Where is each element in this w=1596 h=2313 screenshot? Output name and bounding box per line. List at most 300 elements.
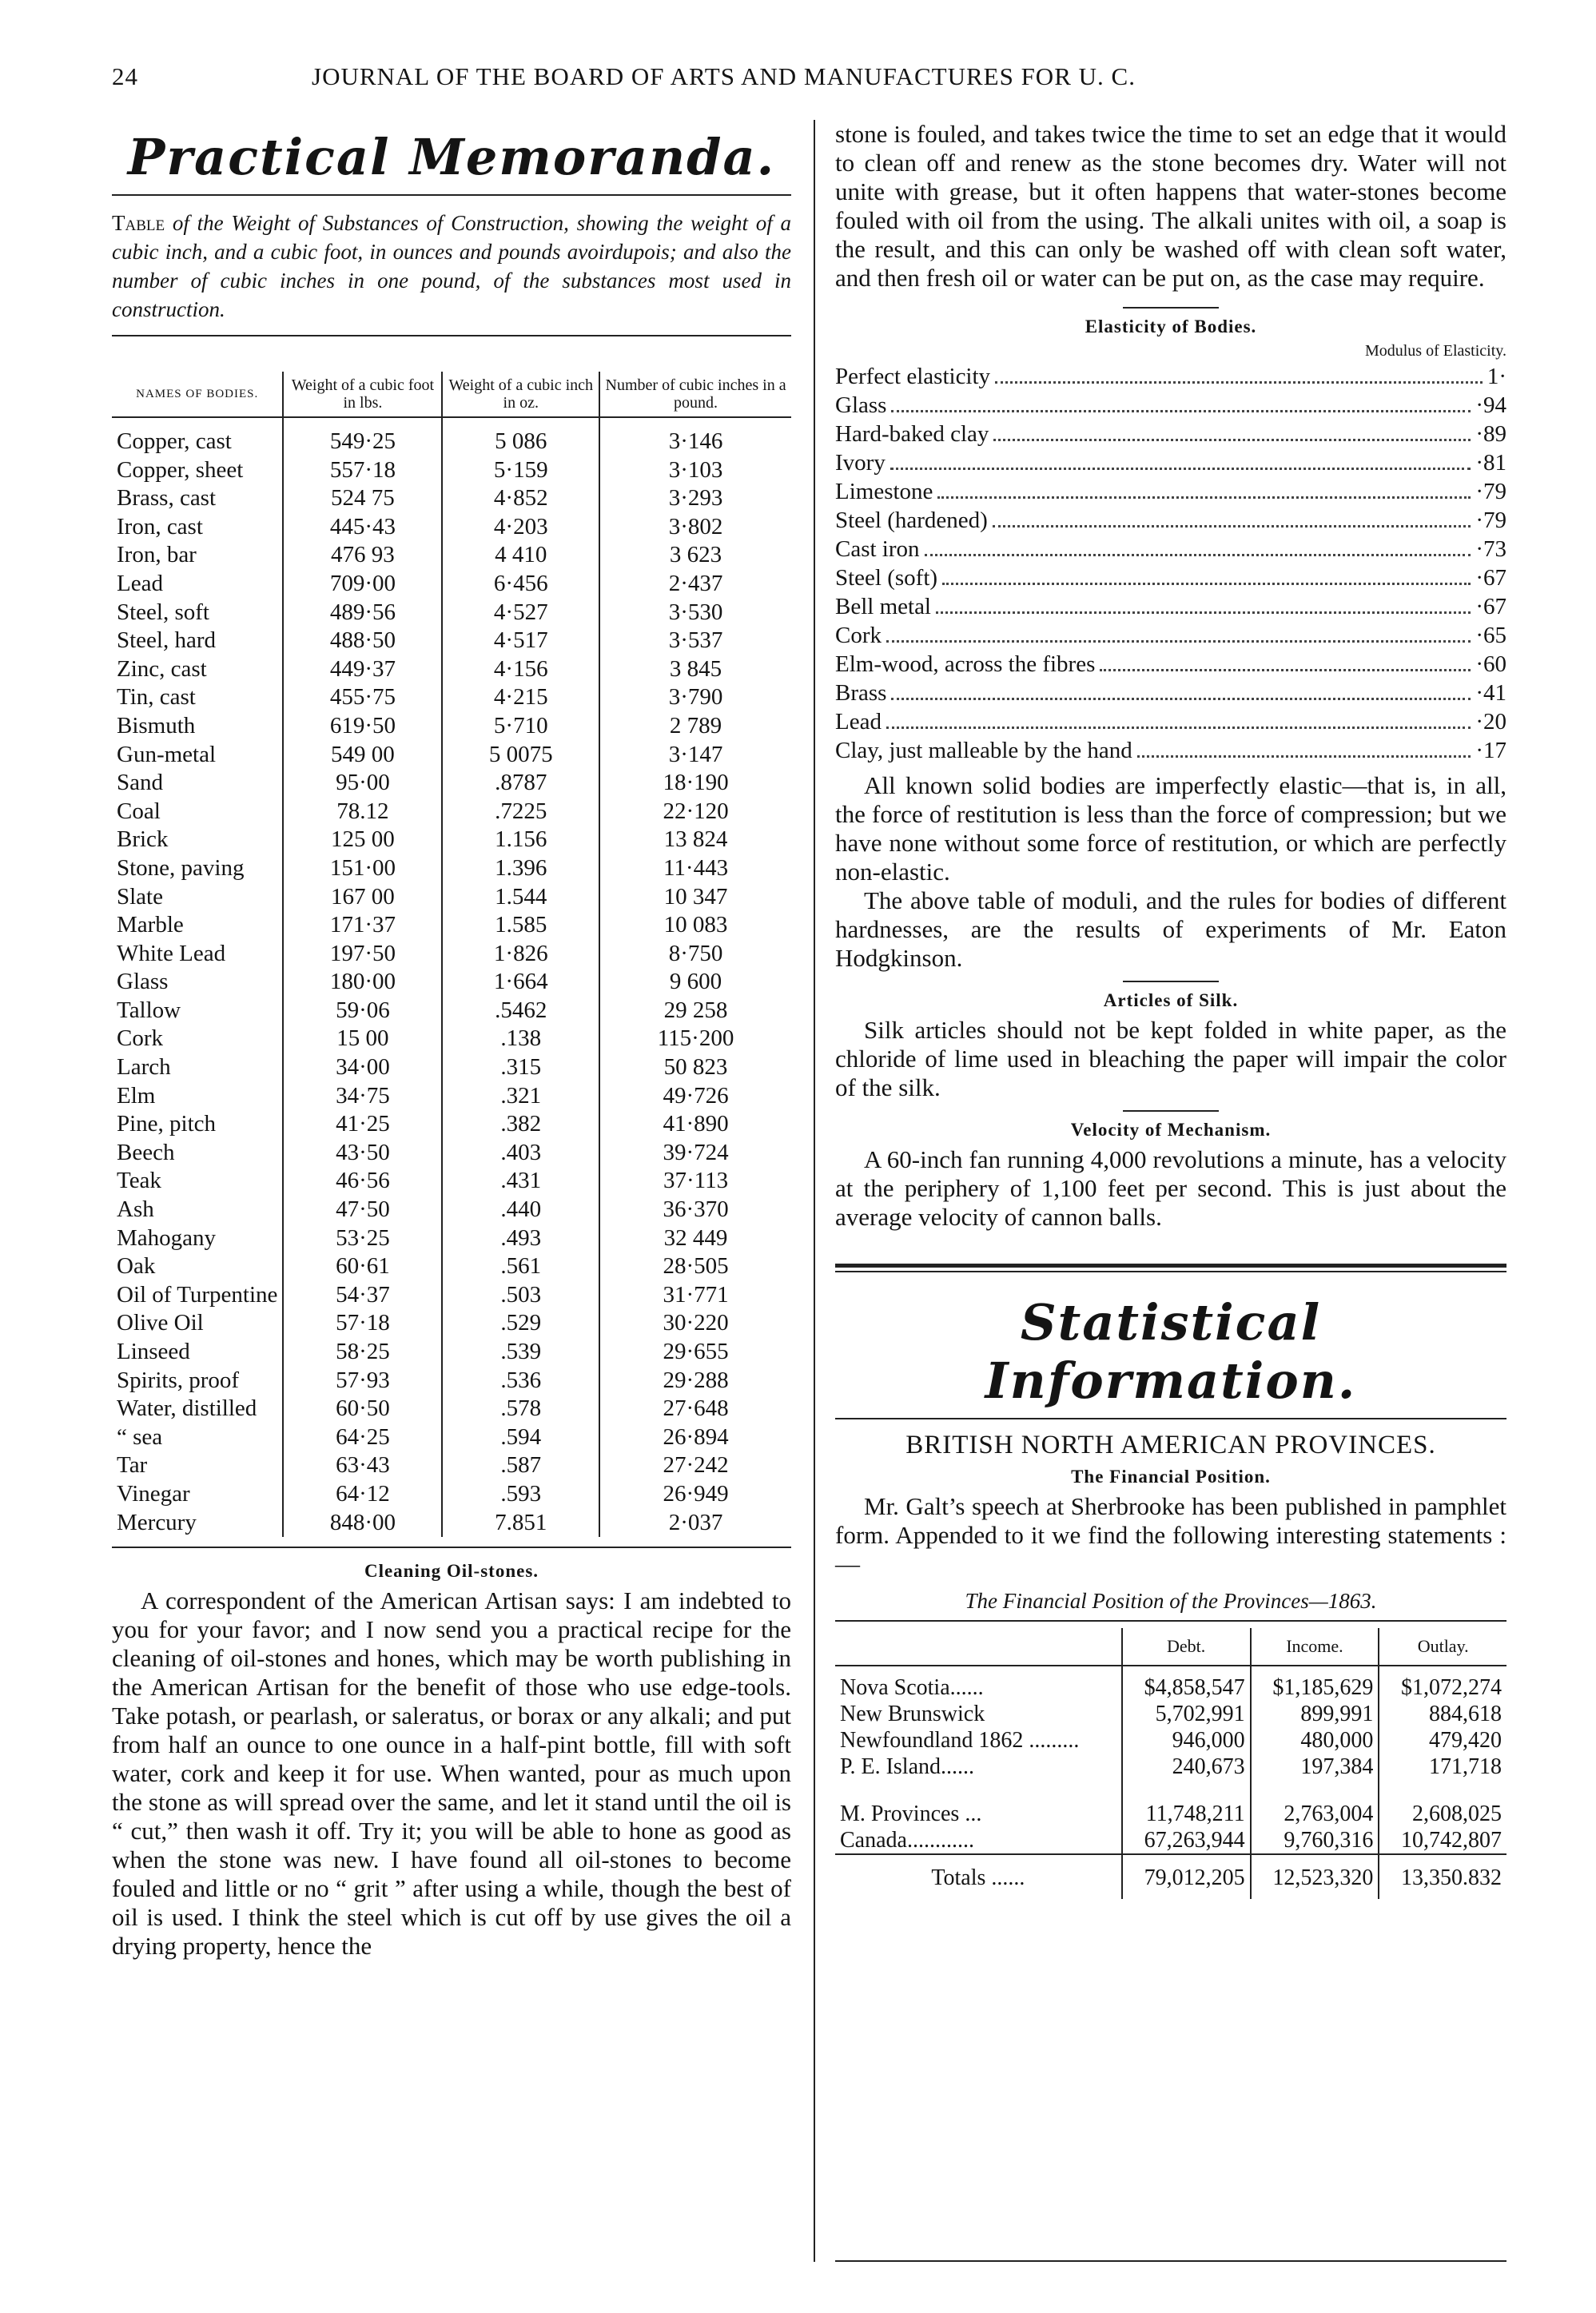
elasticity-body-name: Bell metal: [835, 594, 931, 619]
weight-value-cell: .321: [442, 1082, 599, 1111]
body-name-cell: Tar: [117, 1452, 148, 1479]
statistical-title-rule: [835, 1418, 1506, 1419]
body-name-cell: Stone, paving: [117, 854, 245, 881]
financial-table-bottom-rule: [835, 2260, 1506, 2262]
weight-value-cell: 39·724: [599, 1139, 791, 1168]
amount-cell: $4,858,547: [1122, 1666, 1251, 1701]
body-name-cell: “ sea: [117, 1423, 163, 1450]
financial-position-heading: The Financial Position.: [1071, 1467, 1271, 1487]
elasticity-modulus: ·79: [1475, 479, 1506, 504]
weight-value-cell: 64·12: [283, 1480, 442, 1509]
divider-short: [1123, 307, 1219, 309]
weight-value-cell: 848·00: [283, 1509, 442, 1538]
weight-value-cell: 4·527: [442, 599, 599, 627]
weight-value-cell: 59·06: [283, 997, 442, 1025]
cleaning-heading: Cleaning Oil-stones.: [364, 1561, 539, 1582]
weight-value-cell: 34·00: [283, 1053, 442, 1082]
spacer-cell: [1122, 1780, 1251, 1801]
weight-value-cell: 95·00: [283, 769, 442, 798]
weight-value-cell: 28·505: [599, 1252, 791, 1281]
elasticity-body-name: Ivory: [835, 450, 886, 476]
weight-value-cell: 78.12: [283, 798, 442, 826]
weight-table-row: [112, 1423, 791, 1452]
weight-table-row: [112, 1367, 791, 1395]
elasticity-modulus: ·60: [1475, 651, 1506, 677]
amount-cell: 946,000: [1122, 1727, 1251, 1754]
elasticity-body-name: Steel (hardened): [835, 508, 988, 533]
velocity-paragraph: A 60-inch fan running 4,000 revolutions a minute, has a velocity at the periphery of 1,100 feet per second. This is just about the average velocity of cannon balls.: [835, 1145, 1506, 1231]
weight-value-cell: .315: [442, 1053, 599, 1082]
financial-table-caption: The Financial Position of the Provinces—1863.: [965, 1589, 1377, 1613]
amount-cell: 67,263,944: [1122, 1827, 1251, 1854]
weight-value-cell: 171·37: [283, 911, 442, 940]
weight-table-row: [112, 1395, 791, 1423]
weight-value-cell: .578: [442, 1395, 599, 1423]
weight-value-cell: 115·200: [599, 1025, 791, 1053]
weight-value-cell: 37·113: [599, 1167, 791, 1196]
weight-value-cell: 60·61: [283, 1252, 442, 1281]
elasticity-modulus: 1·: [1487, 364, 1506, 389]
weight-value-cell: 32 449: [599, 1224, 791, 1253]
elasticity-item: [835, 391, 1506, 420]
weight-value-cell: 3·802: [599, 513, 791, 542]
weight-table-row: [112, 769, 791, 798]
weight-table-row: [112, 1196, 791, 1224]
weight-value-cell: .587: [442, 1451, 599, 1480]
amount-cell: 479,420: [1379, 1727, 1506, 1754]
elasticity-para-1: All known solid bodies are imperfectly elastic—that is, in all, the force of restitution is less than the force of compression; but we have none without some force of restitution, or which are perfectly non-elastic.: [835, 771, 1506, 886]
weight-value-cell: 3·293: [599, 484, 791, 513]
elasticity-body-name: Hard-baked clay: [835, 421, 989, 447]
weight-value-cell: 455·75: [283, 683, 442, 712]
financial-table-body: [835, 1666, 1506, 1899]
weight-table-row: [112, 712, 791, 741]
weight-table-row: [112, 997, 791, 1025]
left-column: [112, 120, 791, 1961]
amount-cell: 79,012,205: [1122, 1854, 1251, 1899]
body-name-cell: Pine, pitch: [117, 1111, 217, 1137]
body-name-cell: Tallow: [117, 997, 181, 1023]
weight-value-cell: 43·50: [283, 1139, 442, 1168]
body-name-cell: Lead: [117, 570, 163, 596]
leader-dots: [891, 679, 1471, 700]
leader-dots: [937, 477, 1471, 499]
weight-value-cell: 3 845: [599, 655, 791, 684]
financial-totals-row: [835, 1854, 1506, 1899]
elasticity-body-name: Steel (soft): [835, 565, 938, 591]
cleaning-continued: stone is fouled, and takes twice the time to set an edge that it would to clean off and renew as the stone becomes dry. Water will not unite with grease, but it often happens that water-stones become fouled with oil from the using. The alkali unites with oil, a soap is the result, and this can only be washed off with clean soft water, and then fresh oil or water can be put on, as the case may require.: [835, 120, 1506, 292]
journal-title: JOURNAL OF THE BOARD OF ARTS AND MANUFACTURES FOR U. C.: [312, 62, 1136, 90]
weight-table-row: [112, 1053, 791, 1082]
leader-dots: [925, 535, 1471, 556]
weight-value-cell: 1·664: [442, 968, 599, 997]
elasticity-modulus: ·17: [1475, 738, 1506, 763]
body-name-cell: Zinc, cast: [117, 655, 207, 682]
elasticity-body-name: Perfect elasticity: [835, 364, 991, 389]
body-name-cell: Spirits, proof: [117, 1367, 240, 1393]
body-name-cell: Copper, sheet: [117, 456, 244, 483]
elasticity-item: [835, 420, 1506, 448]
practical-memoranda-title: Practical Memoranda.: [127, 128, 776, 186]
section-rule-thick: [835, 1264, 1506, 1268]
weight-value-cell: 709·00: [283, 570, 442, 599]
weight-table-row: [112, 1281, 791, 1310]
weight-value-cell: 54·37: [283, 1281, 442, 1310]
weight-value-cell: 4·215: [442, 683, 599, 712]
weight-table-row: [112, 1509, 791, 1538]
body-name-cell: Sand: [117, 770, 163, 796]
elasticity-modulus: ·94: [1475, 392, 1506, 418]
amount-cell: 2,763,004: [1251, 1801, 1379, 1827]
weight-value-cell: 53·25: [283, 1224, 442, 1253]
financial-row: [835, 1701, 1506, 1727]
weight-value-cell: 3·530: [599, 599, 791, 627]
weight-value-cell: 489·56: [283, 599, 442, 627]
weight-value-cell: .503: [442, 1281, 599, 1310]
weight-value-cell: .8787: [442, 769, 599, 798]
weight-value-cell: 180·00: [283, 968, 442, 997]
body-name-cell: Slate: [117, 883, 163, 910]
running-head: [112, 62, 1518, 94]
elasticity-modulus: ·67: [1475, 594, 1506, 619]
financial-row: [835, 1754, 1506, 1780]
weight-value-cell: 4·156: [442, 655, 599, 684]
weight-value-cell: 557·18: [283, 456, 442, 485]
statistical-information-title: Statistical Information.: [985, 1293, 1357, 1410]
column-divider: [814, 120, 815, 2262]
weight-value-cell: 26·894: [599, 1423, 791, 1452]
modulus-column-label: Modulus of Elasticity.: [1364, 342, 1506, 360]
weight-value-cell: 3·103: [599, 456, 791, 485]
amount-cell: $1,185,629: [1251, 1666, 1379, 1701]
elasticity-body-name: Elm-wood, across the fibres: [835, 651, 1096, 677]
weight-table-row: [112, 1480, 791, 1509]
elasticity-item: [835, 477, 1506, 506]
weight-value-cell: 1.544: [442, 883, 599, 912]
weight-value-cell: 63·43: [283, 1451, 442, 1480]
weight-value-cell: 1.585: [442, 911, 599, 940]
weight-table-row: [112, 1252, 791, 1281]
weight-value-cell: 41·890: [599, 1110, 791, 1139]
body-name-cell: Water, distilled: [117, 1395, 257, 1422]
weight-table-row: [112, 683, 791, 712]
weight-table-row: [112, 541, 791, 570]
elasticity-item: [835, 679, 1506, 707]
weight-value-cell: .431: [442, 1167, 599, 1196]
elasticity-body-name: Limestone: [835, 479, 933, 504]
leader-dots: [886, 707, 1471, 729]
weight-table-row: [112, 1110, 791, 1139]
body-name-cell: Larch: [117, 1054, 171, 1081]
body-name-cell: Oil of Turpentine: [117, 1281, 278, 1308]
elasticity-modulus: ·89: [1475, 421, 1506, 447]
leader-dots: [942, 563, 1471, 585]
elasticity-body-name: Cast iron: [835, 536, 920, 562]
weight-table-row: [112, 1451, 791, 1480]
elasticity-body-name: Lead: [835, 709, 882, 735]
elasticity-modulus: ·79: [1475, 508, 1506, 533]
body-name-cell: Bismuth: [117, 712, 196, 738]
elasticity-item: [835, 592, 1506, 621]
elasticity-body-name: Glass: [835, 392, 887, 418]
weight-value-cell: 26·949: [599, 1480, 791, 1509]
weight-value-cell: 524 75: [283, 484, 442, 513]
weight-value-cell: 5·710: [442, 712, 599, 741]
provinces-subsection: BRITISH NORTH AMERICAN PROVINCES.: [905, 1431, 1436, 1459]
silk-heading: Articles of Silk.: [1103, 990, 1239, 1010]
weight-value-cell: .440: [442, 1196, 599, 1224]
elasticity-para-2: The above table of moduli, and the rules for bodies of different hardnesses, are the results of experiments of Mr. Eaton Hodgkinson.: [835, 886, 1506, 972]
weight-value-cell: 31·771: [599, 1281, 791, 1310]
leader-dots: [1100, 650, 1471, 671]
weight-table-row: [112, 911, 791, 940]
weight-table-row: [112, 1025, 791, 1053]
body-name-cell: Marble: [117, 912, 184, 938]
weight-value-cell: 5 086: [442, 417, 599, 456]
page-number: 24: [112, 62, 138, 90]
weight-value-cell: 549 00: [283, 741, 442, 770]
elasticity-item: [835, 650, 1506, 679]
weight-value-cell: 57·93: [283, 1367, 442, 1395]
weight-value-cell: 6·456: [442, 570, 599, 599]
elasticity-modulus: ·81: [1475, 450, 1506, 476]
weight-table-row: [112, 1167, 791, 1196]
province-cell: Totals ......: [835, 1854, 1122, 1899]
elasticity-item: [835, 506, 1506, 535]
body-name-cell: Copper, cast: [117, 428, 232, 454]
caption-rule: [112, 335, 791, 336]
amount-cell: 171,718: [1379, 1754, 1506, 1780]
body-name-cell: Ash: [117, 1196, 154, 1223]
weight-value-cell: 476 93: [283, 541, 442, 570]
elasticity-modulus: ·73: [1475, 536, 1506, 562]
elasticity-modulus: ·65: [1475, 623, 1506, 648]
body-name-cell: Iron, cast: [117, 513, 203, 539]
divider-short: [1123, 981, 1219, 982]
elasticity-item: [835, 621, 1506, 650]
weight-table-row: [112, 826, 791, 854]
weight-value-cell: 125 00: [283, 826, 442, 854]
body-name-cell: Coal: [117, 798, 161, 824]
weight-table-row: [112, 940, 791, 969]
weight-table-row: [112, 456, 791, 485]
weight-value-cell: 4·203: [442, 513, 599, 542]
weight-value-cell: 619·50: [283, 712, 442, 741]
spacer-cell: [1379, 1780, 1506, 1801]
weight-value-cell: 3 623: [599, 541, 791, 570]
weight-value-cell: 60·50: [283, 1395, 442, 1423]
fin-header-income: Income.: [1251, 1628, 1379, 1666]
amount-cell: 480,000: [1251, 1727, 1379, 1754]
weight-table-row: [112, 1082, 791, 1111]
fin-header-debt: Debt.: [1122, 1628, 1251, 1666]
weight-table-row: [112, 570, 791, 599]
weight-value-cell: 29·655: [599, 1338, 791, 1367]
elasticity-item: [835, 707, 1506, 736]
weight-value-cell: .382: [442, 1110, 599, 1139]
weight-value-cell: 3·537: [599, 627, 791, 655]
body-name-cell: Steel, soft: [117, 599, 209, 625]
amount-cell: 5,702,991: [1122, 1701, 1251, 1727]
weight-value-cell: 10 083: [599, 911, 791, 940]
weight-table-row: [112, 1224, 791, 1253]
amount-cell: 10,742,807: [1379, 1827, 1506, 1854]
weight-value-cell: 29·288: [599, 1367, 791, 1395]
body-name-cell: Olive Oil: [117, 1310, 204, 1336]
body-name-cell: Oak: [117, 1253, 156, 1280]
elasticity-item: [835, 535, 1506, 563]
body-name-cell: Teak: [117, 1168, 161, 1194]
elasticity-item: [835, 563, 1506, 592]
right-column: [835, 120, 1506, 1899]
weight-value-cell: 36·370: [599, 1196, 791, 1224]
col-header-inches-per-pound: Number of cubic inches in a pound.: [599, 372, 791, 417]
weight-value-cell: 549·25: [283, 417, 442, 456]
col-header-cubic-inch: Weight of a cubic inch in oz.: [442, 372, 599, 417]
weight-table-row: [112, 798, 791, 826]
body-name-cell: Elm: [117, 1082, 156, 1109]
weight-value-cell: 3·790: [599, 683, 791, 712]
weight-value-cell: 4·852: [442, 484, 599, 513]
silk-paragraph: Silk articles should not be kept folded in white paper, as the chloride of lime used in bleaching the paper will impair the color of the silk.: [835, 1016, 1506, 1101]
weight-value-cell: 1·826: [442, 940, 599, 969]
weight-value-cell: .536: [442, 1367, 599, 1395]
spacer-cell: [1251, 1780, 1379, 1801]
weight-value-cell: .138: [442, 1025, 599, 1053]
elasticity-item: [835, 736, 1506, 765]
col-header-cubic-foot: Weight of a cubic foot in lbs.: [283, 372, 442, 417]
weight-value-cell: 30·220: [599, 1309, 791, 1338]
caption-text: of the Weight of Substances of Construction, showing the weight of a cubic inch, and a cubic foot, in ounces and pounds avoirdupois; and also the number of cubic inches in one pound, of the substances most used in construction.: [112, 211, 791, 321]
financial-row: [835, 1727, 1506, 1754]
amount-cell: 240,673: [1122, 1754, 1251, 1780]
amount-cell: 197,384: [1251, 1754, 1379, 1780]
weight-value-cell: .594: [442, 1423, 599, 1452]
financial-table: [835, 1628, 1506, 1899]
fin-header-blank: [835, 1628, 1122, 1666]
weight-value-cell: 15 00: [283, 1025, 442, 1053]
body-name-cell: Brass, cast: [117, 485, 217, 512]
weight-value-cell: 27·648: [599, 1395, 791, 1423]
weight-value-cell: 46·56: [283, 1167, 442, 1196]
leader-dots: [1137, 736, 1471, 758]
weight-value-cell: .403: [442, 1139, 599, 1168]
province-cell: New Brunswick: [840, 1702, 985, 1726]
weight-value-cell: 445·43: [283, 513, 442, 542]
weight-table-row: [112, 741, 791, 770]
weight-value-cell: 2·437: [599, 570, 791, 599]
body-name-cell: Glass: [117, 969, 169, 995]
weight-value-cell: .5462: [442, 997, 599, 1025]
weight-table-body: [112, 417, 791, 1537]
amount-cell: 9,760,316: [1251, 1827, 1379, 1854]
elasticity-list: [835, 362, 1506, 765]
weight-value-cell: 27·242: [599, 1451, 791, 1480]
weight-value-cell: 47·50: [283, 1196, 442, 1224]
weight-table-row: [112, 1338, 791, 1367]
province-cell: M. Provinces ...: [840, 1801, 982, 1826]
weight-value-cell: 1.156: [442, 826, 599, 854]
weight-value-cell: .493: [442, 1224, 599, 1253]
elasticity-modulus: ·41: [1475, 680, 1506, 706]
weight-value-cell: 22·120: [599, 798, 791, 826]
weight-value-cell: 64·25: [283, 1423, 442, 1452]
weight-table-row: [112, 417, 791, 456]
financial-table-top-rule: [835, 1620, 1506, 1622]
weight-value-cell: 2·037: [599, 1509, 791, 1538]
weight-value-cell: 2 789: [599, 712, 791, 741]
weight-value-cell: 18·190: [599, 769, 791, 798]
weight-table-bottom-rule: [112, 1547, 791, 1548]
weight-value-cell: 13 824: [599, 826, 791, 854]
weight-table-row: [112, 655, 791, 684]
leader-dots: [891, 391, 1471, 412]
weight-table-row: [112, 854, 791, 883]
spacer-cell: [835, 1780, 1122, 1801]
amount-cell: 2,608,025: [1379, 1801, 1506, 1827]
body-name-cell: Iron, bar: [117, 542, 197, 568]
weight-value-cell: 49·726: [599, 1082, 791, 1111]
amount-cell: 884,618: [1379, 1701, 1506, 1727]
weight-value-cell: .561: [442, 1252, 599, 1281]
weight-value-cell: 5·159: [442, 456, 599, 485]
body-name-cell: White Lead: [117, 940, 226, 966]
weight-value-cell: .539: [442, 1338, 599, 1367]
body-name-cell: Mercury: [117, 1509, 197, 1535]
leader-dots: [890, 448, 1471, 470]
title-rule: [112, 194, 791, 196]
weight-table-row: [112, 883, 791, 912]
province-cell: Newfoundland 1862 .........: [840, 1728, 1080, 1753]
body-name-cell: Brick: [117, 826, 169, 853]
elasticity-body-name: Clay, just malleable by the hand: [835, 738, 1132, 763]
weight-table-caption: [112, 209, 791, 324]
leader-dots: [995, 362, 1483, 384]
weight-value-cell: 34·75: [283, 1082, 442, 1111]
weight-value-cell: 4 410: [442, 541, 599, 570]
caption-lead: Table: [112, 211, 165, 235]
weight-table-row: [112, 484, 791, 513]
weight-value-cell: 3·146: [599, 417, 791, 456]
weight-value-cell: 488·50: [283, 627, 442, 655]
province-cell: Canada............: [840, 1828, 974, 1853]
weight-value-cell: 9 600: [599, 968, 791, 997]
leader-dots: [993, 420, 1471, 441]
weight-table-row: [112, 599, 791, 627]
financial-spacer-row: [835, 1780, 1506, 1801]
amount-cell: $1,072,274: [1379, 1666, 1506, 1701]
body-name-cell: Gun-metal: [117, 741, 217, 767]
weight-table-row: [112, 1309, 791, 1338]
financial-paragraph: Mr. Galt’s speech at Sherbrooke has been published in pamphlet form. Appended to it we find the following interesting statements :—: [835, 1492, 1506, 1578]
elasticity-item: [835, 448, 1506, 477]
leader-dots: [936, 592, 1471, 614]
weight-value-cell: 58·25: [283, 1338, 442, 1367]
financial-row: [835, 1827, 1506, 1854]
body-name-cell: Beech: [117, 1139, 175, 1165]
col-header-names: NAMES OF BODIES.: [112, 372, 283, 417]
weight-value-cell: 3·147: [599, 741, 791, 770]
weight-table-row: [112, 968, 791, 997]
weight-value-cell: 4·517: [442, 627, 599, 655]
divider-short: [1123, 1110, 1219, 1112]
weight-value-cell: 50 823: [599, 1053, 791, 1082]
weight-value-cell: 11·443: [599, 854, 791, 883]
weight-value-cell: 41·25: [283, 1110, 442, 1139]
weight-table: [112, 372, 791, 1537]
elasticity-item: [835, 362, 1506, 391]
province-cell: Nova Scotia......: [840, 1675, 984, 1700]
